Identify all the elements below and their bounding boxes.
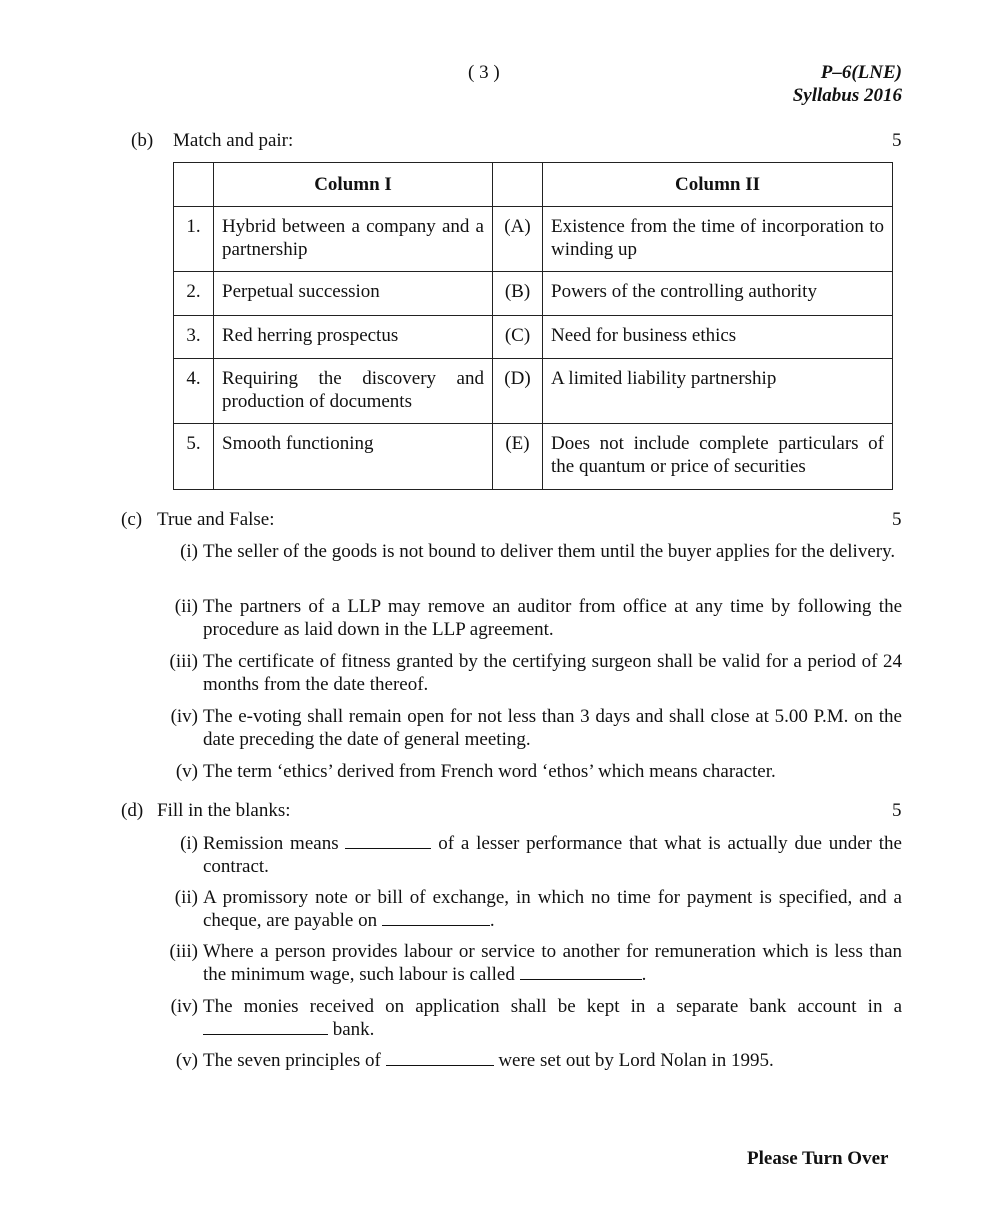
fill-blank-statement: [203, 886, 902, 932]
table-row: [174, 207, 893, 272]
header-column-1: Column I: [214, 163, 493, 207]
fill-blank-statement: [203, 1049, 902, 1072]
paper-code: P–6(LNE): [820, 62, 902, 83]
section-d-label: (d): [121, 800, 144, 821]
row-col1: Hybrid between a company and a partnership: [214, 207, 493, 272]
item-number: (v): [175, 1050, 198, 1071]
statement-text: Where a person provides labour or service to another for remuneration which is less than the minimum wage, such labour is called: [203, 941, 902, 985]
row-col2: Need for business ethics: [543, 316, 893, 359]
section-b-label: (b): [131, 130, 154, 151]
table-row: [174, 316, 893, 359]
row-col1: Red herring prospectus: [214, 316, 493, 359]
section-d-title: Fill in the blanks:: [157, 800, 291, 821]
blank-line: [520, 963, 642, 980]
true-false-statement: The certificate of fitness granted by the certifying surgeon shall be valid for a period of 24 months from the date thereof.: [203, 651, 902, 695]
header-letter: [493, 163, 543, 207]
row-num: 2.: [174, 272, 214, 316]
section-c-title: True and False:: [157, 509, 275, 530]
statement-text: A promissory note or bill of exchange, in which no time for payment is specified, and a cheque, are payable on: [203, 887, 902, 931]
header-num: [174, 163, 214, 207]
item-number: (ii): [174, 887, 198, 908]
blank-line: [203, 1018, 328, 1035]
item-number: (ii): [174, 596, 198, 617]
item-number: (iii): [169, 941, 198, 962]
item-number: (i): [180, 833, 198, 854]
row-col2: Existence from the time of incorporation to winding up: [543, 207, 893, 272]
true-false-statement: The term ‘ethics’ derived from French word ‘ethos’ which means character.: [203, 761, 776, 782]
row-letter: (B): [493, 272, 543, 316]
table-row: [174, 359, 893, 424]
row-letter: (D): [493, 359, 543, 424]
table-row: [174, 272, 893, 316]
item-number: (iii): [169, 651, 198, 672]
row-col2: Powers of the controlling authority: [543, 272, 893, 316]
statement-text: were set out by Lord Nolan in 1995.: [493, 1050, 774, 1071]
true-false-statement: The partners of a LLP may remove an auditor from office at any time by following the procedure as laid down in the LLP agreement.: [203, 596, 902, 640]
page-number: ( 3 ): [468, 62, 500, 83]
syllabus-label: Syllabus 2016: [792, 85, 902, 106]
table-header-row: [174, 163, 893, 207]
row-col1: Perpetual succession: [214, 272, 493, 316]
table-row: [174, 424, 893, 490]
match-table: [173, 162, 893, 490]
fill-blank-statement: [203, 832, 902, 878]
item-number: (iv): [170, 706, 198, 727]
blank-line: [386, 1049, 494, 1066]
section-c-label: (c): [121, 509, 143, 530]
please-turn-over: Please Turn Over: [747, 1148, 889, 1169]
fill-blank-statement: [203, 995, 902, 1041]
statement-text: of a lesser performance that what is actually due under the contract.: [203, 833, 902, 877]
row-col2: Does not include complete particulars of the quantum or price of securities: [543, 424, 893, 490]
statement-text: The monies received on application shall be kept in a separate bank account in a: [203, 996, 902, 1017]
row-num: 1.: [174, 207, 214, 272]
row-col2: A limited liability partnership: [543, 359, 893, 424]
section-d-marks: 5: [892, 800, 902, 821]
blank-line: [382, 909, 490, 926]
row-col1: Smooth functioning: [214, 424, 493, 490]
statement-text: .: [489, 910, 495, 931]
row-num: 5.: [174, 424, 214, 490]
row-num: 4.: [174, 359, 214, 424]
item-number: (iv): [170, 996, 198, 1017]
item-number: (i): [180, 541, 198, 562]
statement-text: Remission means: [203, 833, 346, 854]
row-num: 3.: [174, 316, 214, 359]
statement-text: .: [641, 964, 647, 985]
header-column-2: Column II: [543, 163, 893, 207]
section-b-marks: 5: [892, 130, 902, 151]
row-letter: (E): [493, 424, 543, 490]
row-col1: Requiring the discovery and production of documents: [214, 359, 493, 424]
row-letter: (A): [493, 207, 543, 272]
statement-text: bank.: [328, 1019, 375, 1040]
row-letter: (C): [493, 316, 543, 359]
fill-blank-statement: [203, 940, 902, 986]
true-false-statement: The seller of the goods is not bound to deliver them until the buyer applies for the delivery.: [203, 541, 896, 562]
section-b-title: Match and pair:: [173, 130, 294, 151]
statement-text: The seven principles of: [203, 1050, 386, 1071]
section-c-marks: 5: [892, 509, 902, 530]
true-false-statement: The e-voting shall remain open for not less than 3 days and shall close at 5.00 P.M. on the date preceding the date of general meeting.: [203, 706, 902, 750]
item-number: (v): [175, 761, 198, 782]
blank-line: [345, 832, 431, 849]
